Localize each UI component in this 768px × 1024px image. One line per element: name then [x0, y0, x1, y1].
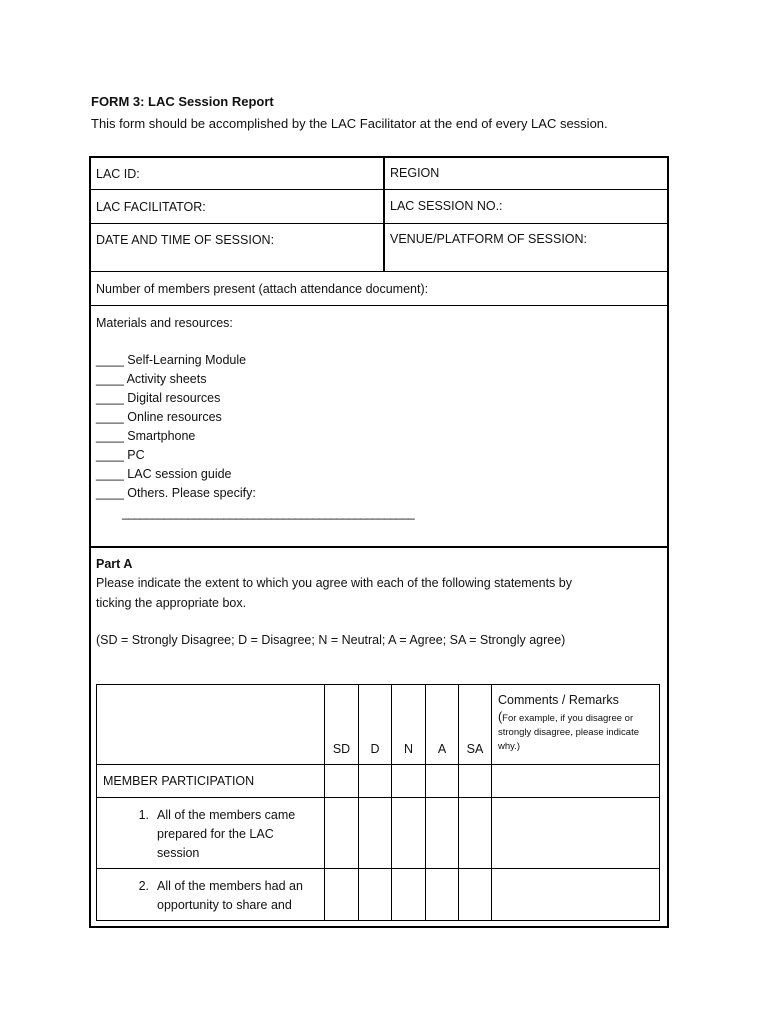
rating-legend: (SD = Strongly Disagree; D = Disagree; N = Neutral; A = Agree; SA = Strongly agree)	[96, 633, 566, 647]
lac-facilitator-label: LAC FACILITATOR:	[96, 200, 206, 214]
statement-text: All of the members came prepared for the LAC session	[157, 808, 296, 860]
rating-checkbox-cell[interactable]	[325, 798, 359, 869]
material-item: ____ Smartphone	[96, 429, 196, 443]
material-item: ____ Self-Learning Module	[96, 353, 247, 367]
rating-checkbox-cell[interactable]	[392, 869, 426, 921]
rating-checkbox-cell[interactable]	[359, 765, 392, 798]
material-item: ____ LAC session guide	[96, 467, 232, 481]
rating-checkbox-cell[interactable]	[392, 765, 426, 798]
rating-checkbox-cell[interactable]	[359, 798, 392, 869]
lac-id-label: LAC ID:	[96, 167, 140, 181]
part-a-instruction: Please indicate the extent to which you agree with each of the following statements by	[96, 576, 572, 590]
date-time-label: DATE AND TIME OF SESSION:	[96, 233, 275, 247]
statement-text: All of the members had an opportunity to share and	[157, 879, 303, 912]
material-item: ____ Others. Please specify:	[96, 486, 256, 500]
part-a-heading: Part A	[96, 557, 133, 571]
rating-checkbox-cell[interactable]	[426, 869, 459, 921]
rating-checkbox-cell[interactable]	[325, 869, 359, 921]
members-present-label: Number of members present (attach attendance document):	[96, 282, 429, 296]
comments-paren: (	[498, 710, 503, 724]
rating-checkbox-cell[interactable]	[459, 798, 492, 869]
rating-checkbox-cell[interactable]	[426, 765, 459, 798]
others-specify-line: _________________________________________________	[122, 506, 414, 520]
scale-a-header: A	[426, 685, 459, 765]
material-item: ____ Activity sheets	[96, 372, 207, 386]
statement-number: 1.	[138, 808, 149, 822]
scale-d-header: D	[359, 685, 392, 765]
comments-title: Comments / Remarks	[498, 693, 619, 707]
section-label: MEMBER PARTICIPATION	[97, 765, 325, 798]
material-item: ____ Digital resources	[96, 391, 221, 405]
comments-header-cell	[492, 685, 660, 765]
table-row	[97, 869, 660, 921]
rating-checkbox-cell[interactable]	[392, 798, 426, 869]
row-divider	[90, 305, 668, 306]
section-row	[97, 765, 660, 798]
row-divider	[90, 271, 668, 272]
scale-sa-header: SA	[459, 685, 492, 765]
material-item: ____ Online resources	[96, 410, 222, 424]
row-divider	[90, 223, 668, 224]
statement-cell	[97, 798, 325, 869]
venue-label: VENUE/PLATFORM OF SESSION:	[390, 232, 588, 246]
rating-header-row	[97, 685, 660, 765]
region-label: REGION	[390, 166, 440, 180]
comments-note	[492, 707, 659, 754]
statement-number: 2.	[138, 879, 149, 893]
rating-checkbox-cell[interactable]	[459, 869, 492, 921]
rating-table	[96, 684, 660, 921]
statement-cell	[97, 869, 325, 921]
form-subtitle: This form should be accomplished by the LAC Facilitator at the end of every LAC session.	[91, 116, 608, 131]
form-title: FORM 3: LAC Session Report	[91, 94, 274, 109]
column-divider	[383, 157, 385, 272]
comments-cell[interactable]	[492, 869, 660, 921]
materials-heading: Materials and resources:	[96, 316, 233, 330]
rating-checkbox-cell[interactable]	[359, 869, 392, 921]
part-a-instruction: ticking the appropriate box.	[96, 596, 247, 610]
scale-n-header: N	[392, 685, 426, 765]
table-row	[97, 798, 660, 869]
material-item: ____ PC	[96, 448, 145, 462]
rating-checkbox-cell[interactable]	[325, 765, 359, 798]
comments-cell[interactable]	[492, 798, 660, 869]
section-divider	[90, 546, 668, 548]
comments-note-text: For example, if you disagree or strongly disagree, please indicate why.)	[498, 713, 640, 752]
rating-checkbox-cell[interactable]	[459, 765, 492, 798]
lac-session-no-label: LAC SESSION NO.:	[390, 199, 503, 213]
row-divider	[90, 189, 668, 190]
comments-cell[interactable]	[492, 765, 660, 798]
scale-sd-header: SD	[325, 685, 359, 765]
statement-header-cell	[97, 685, 325, 765]
rating-checkbox-cell[interactable]	[426, 798, 459, 869]
